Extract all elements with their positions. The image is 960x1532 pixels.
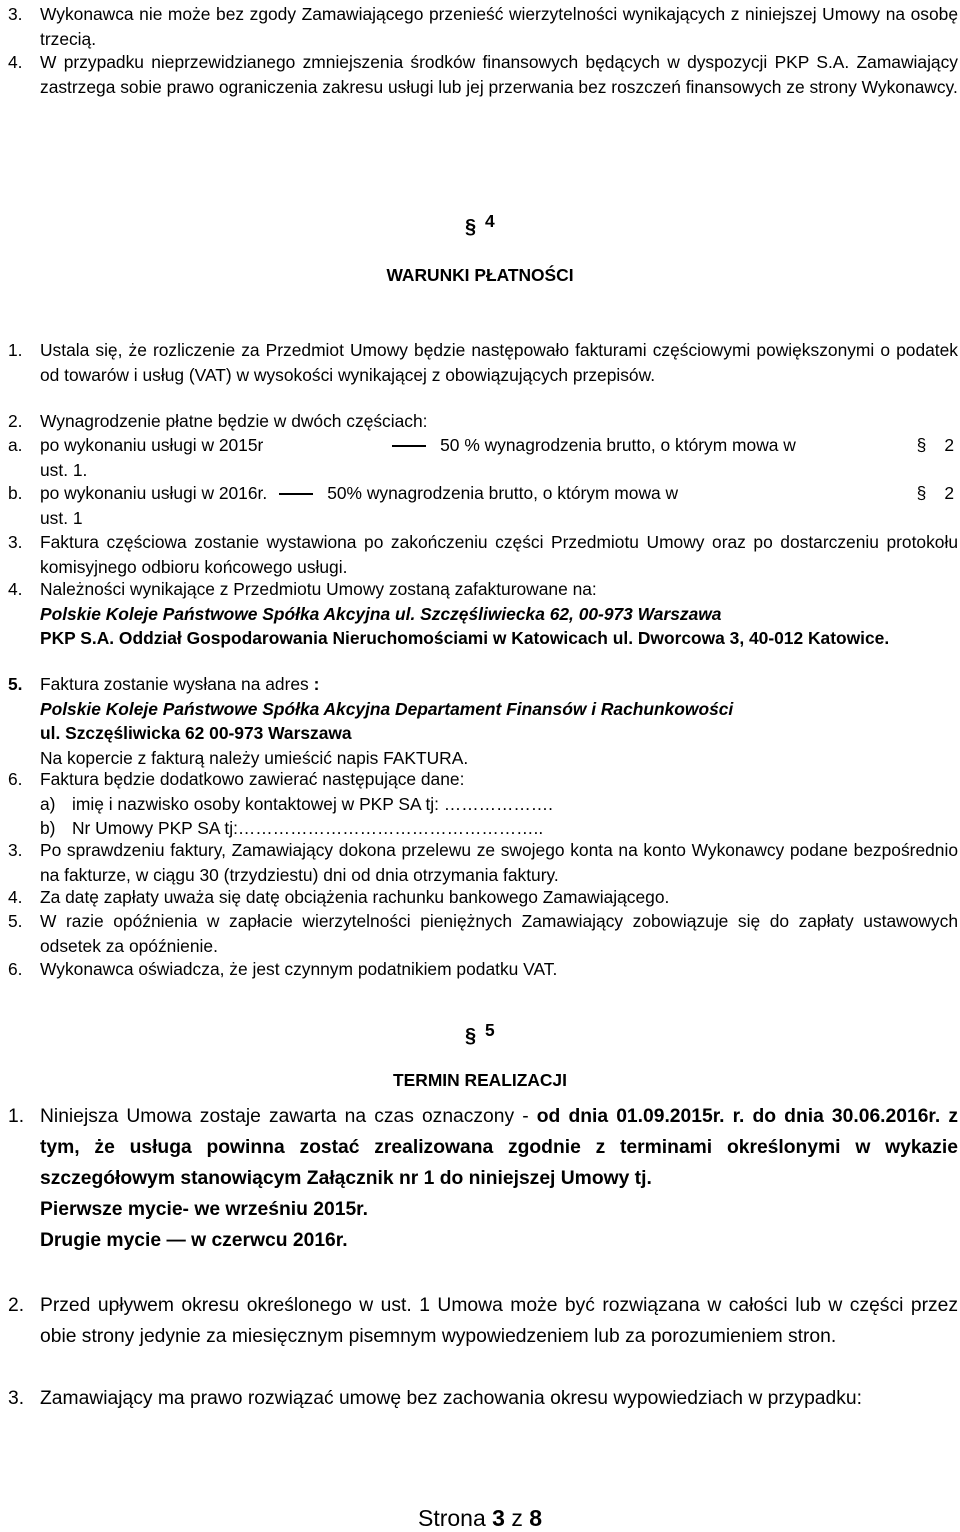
- part-b-right: 50% wynagrodzenia brutto, o którym mowa w: [327, 483, 679, 503]
- part-b-left: po wykonaniu usługi w 2016r.: [40, 483, 268, 503]
- payment-clause-9: [8, 909, 960, 958]
- clause-text: Zamawiający ma prawo rozwiązać umowę bez zachowania okresu wypowiedziach w przypadku:: [40, 1388, 862, 1409]
- clause-number: 4.: [8, 887, 23, 907]
- clause-number: 1.: [8, 340, 23, 360]
- clause-text: Faktura częściowa zostanie wystawiona po zakończeniu części Przedmiotu Umowy oraz po dostarczeniu protokołu komisyjnego odbioru końcowego usługi.: [40, 532, 958, 577]
- colon: :: [313, 674, 320, 694]
- invoice-address-line: Polskie Koleje Państwowe Spółka Akcyjna ul. Szczęśliwiecka 62, 00-973 Warszawa: [40, 603, 722, 624]
- payment-clause-7: [8, 838, 960, 887]
- clause-body: [40, 767, 960, 841]
- payment-clause-8: [8, 885, 960, 910]
- dash: [392, 445, 426, 447]
- clause-text: Za datę zapłaty uważa się datę obciążenia rachunku bankowego Zamawiającego.: [40, 887, 670, 907]
- clause-3: [8, 2, 960, 51]
- current-page: 3: [492, 1505, 505, 1531]
- paragraph-symbol: §: [465, 1025, 477, 1047]
- second-wash-line: Drugie mycie — w czerwcu 2016r.: [40, 1230, 348, 1251]
- payment-part-b: [8, 481, 960, 530]
- clause-text: Wykonawca oświadcza, że jest czynnym podatnikiem podatku VAT.: [40, 959, 558, 979]
- clause-body: [40, 1101, 960, 1256]
- section-5-title: TERMIN REALIZACJI: [393, 1070, 567, 1090]
- clause-number: 5.: [8, 911, 23, 931]
- clause-number: 3.: [8, 840, 23, 860]
- dash: [279, 493, 313, 495]
- part-label: b.: [8, 483, 23, 503]
- clause-text: Wynagrodzenie płatne będzie w dwóch częściach:: [40, 411, 428, 431]
- clause-text: Ustala się, że rozliczenie za Przedmiot Umowy będzie następowało fakturami częściowymi powiększonymi o podatek od towarów i usług (VAT) w wysokości wynikającej z obowiązujących przepisów.: [40, 340, 958, 385]
- sub-item-b: [40, 816, 958, 841]
- clause-text: W razie opóźnienia w zapłacie wierzytelności pieniężnych Zamawiający zobowiązuje się do zapłaty ustawowych odsetek za opóźnienie.: [40, 911, 958, 956]
- payment-clause-3: [8, 530, 960, 579]
- paragraph-symbol: §: [465, 216, 477, 238]
- mailing-address-line-2: ul. Szczęśliwicka 62 00-973 Warszawa: [40, 723, 352, 743]
- clause-text: Po sprawdzeniu faktury, Zamawiający dokona przelewu ze swojego konta na konto Wykonawcy podane bezpośrednio na fakturze, w ciągu 30 (trzydziestu) dni od dnia otrzymania faktury.: [40, 840, 958, 885]
- clause-text: W przypadku nieprzewidzianego zmniejszenia środków finansowych będących w dyspozycji PKP S.A. Zamawiający zastrzega sobie prawo ograniczenia zakresu usługi lub jej przerwania bez roszczeń finansowych ze strony Wykonawcy.: [40, 52, 958, 97]
- clause-number: 1.: [8, 1106, 25, 1127]
- term-clause-2: [8, 1290, 960, 1352]
- paragraph-symbol: §: [916, 483, 927, 503]
- total-pages: 8: [529, 1505, 543, 1531]
- clause-text: Faktura zostanie wysłana na adres: [40, 674, 309, 694]
- clause-4: [8, 50, 960, 99]
- clause-number: 6.: [8, 959, 23, 979]
- clause-number: 4.: [8, 579, 23, 599]
- clause-number: 3.: [8, 1388, 25, 1409]
- sub-label: a): [40, 793, 56, 814]
- reference-number: 2: [944, 435, 954, 455]
- envelope-note: Na kopercie z fakturą należy umieścić napis FAKTURA.: [40, 747, 469, 768]
- clause-text: Niniejsza Umowa zostaje zawarta na czas oznaczony -: [40, 1106, 537, 1127]
- payment-clause-2: [8, 409, 960, 434]
- section-4-title: WARUNKI PŁATNOŚCI: [386, 265, 574, 285]
- clause-text-bold: od dnia 01.09.2015r. r. do dnia 30.06.2016r. z tym, że usługa powinna zostać zrealizowana zgodnie z terminami określonymi w wykazie szczegółowym stanowiącym Załącznik nr 1 do niniejszej Umowy tj.: [40, 1106, 958, 1189]
- clause-body: [40, 672, 960, 770]
- reference-number: 2: [944, 483, 954, 503]
- part-label: a.: [8, 435, 23, 455]
- part-a-continuation: ust. 1.: [40, 459, 88, 480]
- clause-text: Należności wynikające z Przedmiotu Umowy zostaną zafakturowane na:: [40, 579, 597, 599]
- sub-item-a: [40, 792, 958, 817]
- part-b-continuation: ust. 1: [40, 507, 83, 528]
- sub-text: imię i nazwisko osoby kontaktowej w PKP SA tj: ……………….: [72, 793, 553, 814]
- clause-text: Faktura będzie dodatkowo zawierać następujące dane:: [40, 769, 465, 789]
- payment-part-a: [8, 433, 960, 482]
- sub-label: b): [40, 818, 56, 838]
- sub-text: Nr Umowy PKP SA tj:……………………………………………..: [72, 818, 544, 838]
- clause-number: 3.: [8, 4, 23, 24]
- section-number: 4: [484, 211, 495, 231]
- payment-clause-6: [8, 767, 960, 841]
- footer-mid: z: [504, 1505, 530, 1531]
- payment-clause-10: [8, 957, 960, 982]
- invoice-branch-line: PKP S.A. Oddział Gospodarowania Nieruchomościami w Katowicach ul. Dworcowa 3, 40-012 Katowice.: [40, 628, 890, 648]
- section-4-heading-number: [465, 211, 495, 239]
- payment-clause-1: [8, 338, 960, 387]
- clause-text: Wykonawca nie może bez zgody Zamawiającego przenieść wierzytelności wynikających z niniejszej Umowy na osobę trzecią.: [40, 4, 958, 49]
- clause-number: 2.: [8, 1295, 25, 1316]
- term-clause-1: [8, 1101, 960, 1256]
- clause-number: 2.: [8, 411, 23, 431]
- first-wash-line: Pierwsze mycie- we wrześniu 2015r.: [40, 1199, 368, 1220]
- part-b-body: [40, 481, 960, 530]
- part-a-left: po wykonaniu usługi w 2015r: [40, 435, 264, 455]
- clause-text: Przed upływem okresu określonego w ust. 1 Umowa może być rozwiązana w całości lub w części przez obie strony jedynie za miesięcznym pisemnym wypowiedzeniem lub za porozumieniem stron.: [40, 1295, 958, 1347]
- section-number: 5: [484, 1020, 495, 1040]
- section-5-heading-number: [465, 1020, 495, 1048]
- clause-body: [40, 577, 960, 651]
- term-clause-3: [8, 1383, 960, 1414]
- clause-number: 3.: [8, 532, 23, 552]
- page-footer: [0, 1505, 960, 1531]
- footer-prefix: Strona: [417, 1505, 493, 1531]
- mailing-address-line-1: Polskie Koleje Państwowe Spółka Akcyjna Departament Finansów i Rachunkowości: [40, 698, 734, 719]
- paragraph-symbol: §: [916, 435, 927, 455]
- part-a-right: 50 % wynagrodzenia brutto, o którym mowa w: [440, 435, 796, 455]
- part-b-row: [40, 481, 958, 506]
- clause-number: 4.: [8, 52, 23, 72]
- payment-clause-5: [8, 672, 960, 770]
- clause-number: 5.: [8, 674, 23, 694]
- part-a-row: [40, 433, 958, 458]
- clause-number: 6.: [8, 769, 23, 789]
- part-a-body: [40, 433, 960, 482]
- payment-clause-4: [8, 577, 960, 651]
